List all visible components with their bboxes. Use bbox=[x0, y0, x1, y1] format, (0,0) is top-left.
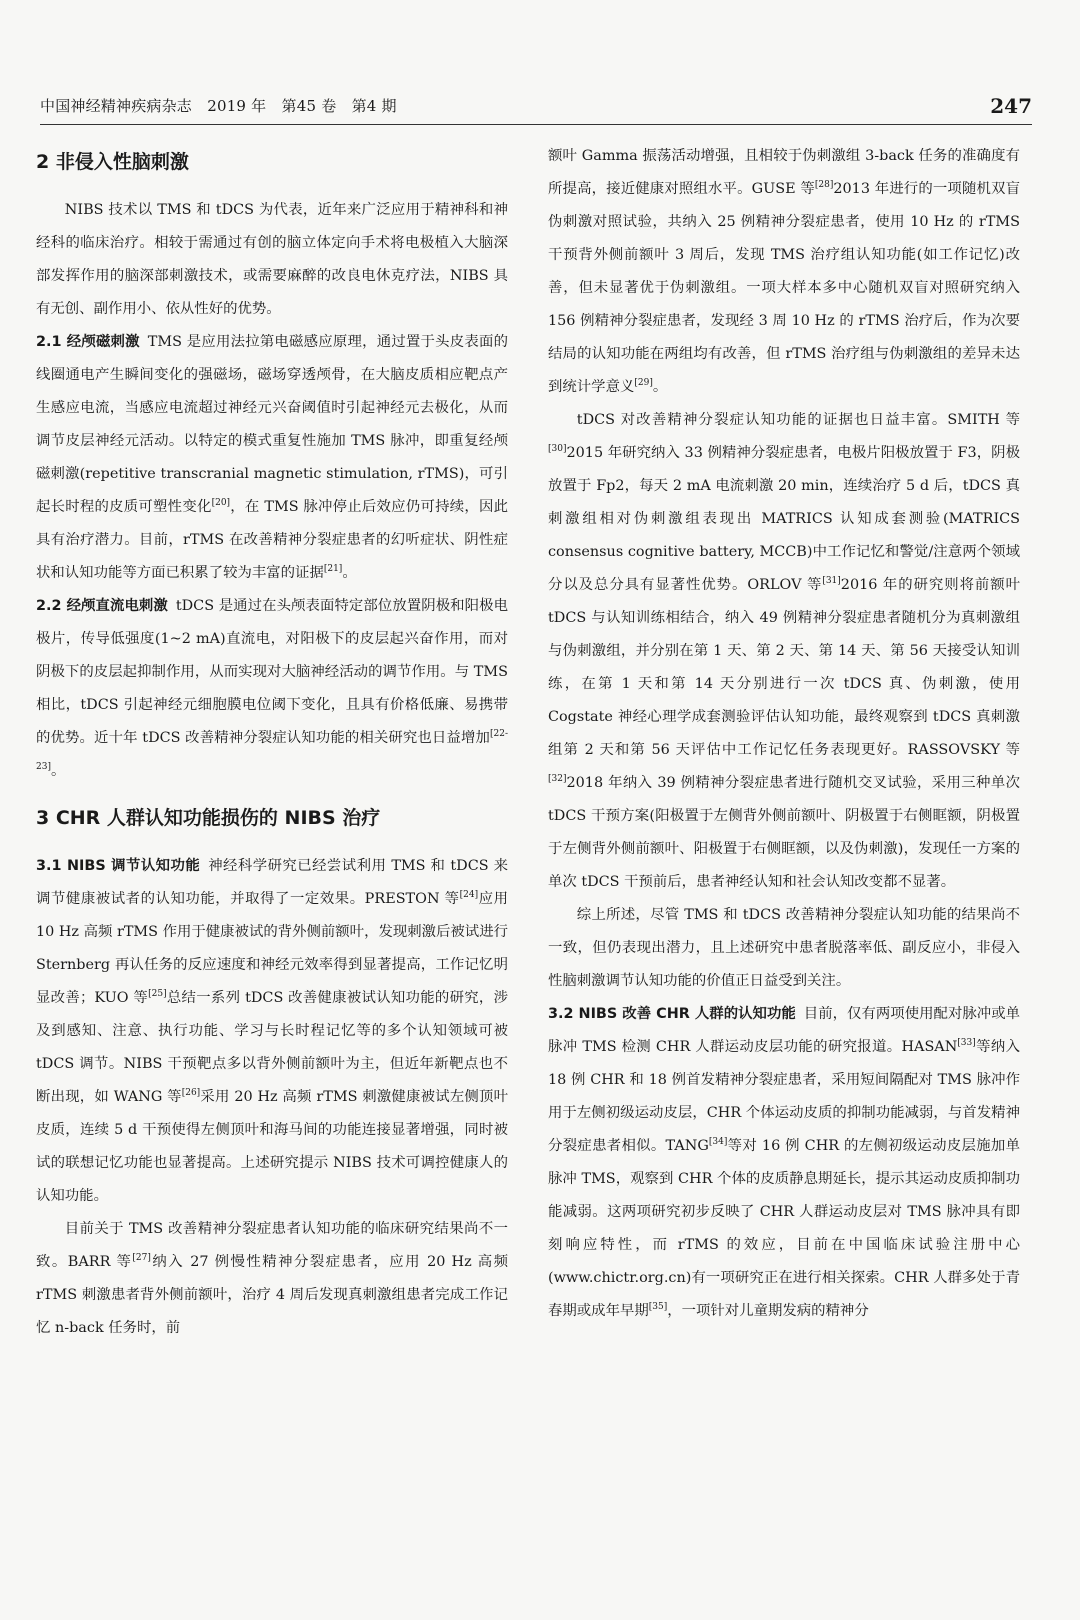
section-3-2-heading: 3.2 NIBS 改善 CHR 人群的认知功能 bbox=[548, 1006, 796, 1022]
text: 等纳入 18 例 CHR 和 18 例首发精神分裂症患者，采用短间隔配对 TMS 脉冲作用于左侧初级运动皮层，CHR 个体运动皮质的抑制功能减弱，与首发精神分裂症患者相似。TANG bbox=[548, 1039, 1020, 1154]
left-column bbox=[36, 140, 508, 1580]
text: 采用 20 Hz 高频 rTMS 刺激健康被试左侧顶叶皮质，连续 5 d 干预使得左侧顶叶和海马间的功能连接显著增强，同时被试的联想记忆功能也显著提高。上述研究提示 NIBS 技术可调控健康人的认知功能。 bbox=[36, 1089, 508, 1204]
text: 神经科学研究已经尝试利用 TMS 和 tDCS 来调节健康被试者的认知功能，并取得了一定效果。PRESTON 等 bbox=[36, 858, 508, 907]
section-2-1-heading: 2.1 经颅磁刺激 bbox=[36, 334, 140, 350]
continued-paragraph bbox=[548, 140, 1020, 404]
section-3-1-paragraph bbox=[36, 850, 508, 1213]
text: 2015 年研究纳入 33 例精神分裂症患者，电极片阳极放置于 F3，阴极放置于 Fp2，每天 2 mA 电流刺激 20 min，连续治疗 5 d 后，tDCS 真刺激组相对伪刺激组表现出 MATRICS 认知成套测验(MATRICS consensus cognitive battery, MCCB)中工作记忆和警觉/注意两个领域分以及总分具有显著性优势。ORLOV 等 bbox=[548, 445, 1020, 593]
citation: [33] bbox=[957, 1038, 976, 1049]
right-column bbox=[548, 140, 1020, 1580]
citation: [30] bbox=[548, 444, 567, 455]
text: 2016 年的研究则将前额叶 tDCS 与认知训练相结合，纳入 49 例精神分裂症患者随机分为真刺激组与伪刺激组，并分别在第 1 天、第 2 天、第 14 天、第 56 天接受认知训练，在第 1 天和第 14 天分别进行一次 tDCS 真、伪刺激，使用 Cogstate 神经心理学成套测验评估认知功能，最终观察到 tDCS 真刺激组第 2 天和第 56 天评估中工作记忆任务表现更好。RASSOVSKY 等 bbox=[548, 577, 1020, 758]
text: 。 bbox=[50, 763, 66, 779]
citation: [32] bbox=[548, 774, 567, 785]
text: 总结一系列 tDCS 改善健康被试认知功能的研究，涉及到感知、注意、执行功能、学习与长时程记忆等的多个认知领域可被 tDCS 调节。NIBS 干预靶点多以背外侧前额叶为主，但近年新靶点也不断出现，如 WANG 等 bbox=[36, 990, 508, 1105]
section-3-heading: 3 CHR 人群认知功能损伤的 NIBS 治疗 bbox=[36, 807, 381, 829]
text: ，在 TMS 脉冲停止后效应仍可持续，因此具有治疗潜力。目前，rTMS 在改善精神分裂症患者的幻听症状、阴性症状和认知功能等方面已积累了较为丰富的证据 bbox=[36, 499, 508, 581]
text: 目前，仅有两项使用配对脉冲或单脉冲 TMS 检测 CHR 人群运动皮层功能的研究报道。HASAN bbox=[548, 1006, 1020, 1055]
section-2-2-paragraph bbox=[36, 590, 508, 788]
text: TMS 是应用法拉第电磁感应原理，通过置于头皮表面的线圈通电产生瞬间变化的强磁场，磁场穿透颅骨，在大脑皮质相应靶点产生感应电流，当感应电流超过神经元兴奋阈值时引起神经元去极化，从而调节皮层神经元活动。以特定的模式重复性施加 TMS 脉冲，即重复经颅磁刺激(repetitive transcranial magnetic stimulation, rTMS)，可引起长时程的皮质可塑性变化 bbox=[36, 334, 508, 515]
citation: [26] bbox=[181, 1088, 201, 1099]
text: 应用 10 Hz 高频 rTMS 作用于健康被试的背外侧前额叶，发现刺激后被试进行 Sternberg 再认任务的反应速度和神经元效率得到显著提高，工作记忆明显改善；KUO 等 bbox=[36, 891, 508, 1006]
text: 等对 16 例 CHR 的左侧初级运动皮层施加单脉冲 TMS，观察到 CHR 个体的皮质静息期延长，提示其运动皮质抑制功能减弱。这两项研究初步反映了 CHR 人群运动皮层对 TMS 脉冲具有即刻响应特性，而 rTMS 的效应，目前在中国临床试验注册中心(www.chictr.org.cn)有一项研究正在进行相关探索。CHR 人群多处于青春期或成年早期 bbox=[548, 1138, 1020, 1319]
citation: [28] bbox=[814, 180, 834, 191]
running-header bbox=[40, 84, 1032, 125]
citation: [24] bbox=[459, 890, 479, 901]
text: 2018 年纳入 39 例精神分裂症患者进行随机交叉试验，采用三种单次 tDCS 干预方案(阳极置于左侧背外侧前额叶、阴极置于右侧眶额，阴极置于左侧背外侧前额叶、阳极置于右侧眶额，以及伪刺激)，发现任一方案的单次 tDCS 干预前后，患者神经认知和社会认知改变都不显著。 bbox=[548, 775, 1020, 890]
citation: [31] bbox=[822, 576, 841, 587]
text: 。 bbox=[652, 379, 668, 395]
section-2-heading: 2 非侵入性脑刺激 bbox=[36, 151, 189, 173]
citation: [21] bbox=[323, 564, 343, 575]
citation: [25] bbox=[148, 989, 167, 1000]
citation: [34] bbox=[708, 1137, 728, 1148]
citation: [29] bbox=[634, 378, 653, 389]
citation: [27] bbox=[132, 1253, 151, 1264]
intro-paragraph: NIBS 技术以 TMS 和 tDCS 为代表，近年来广泛应用于精神科和神经科的临床治疗。相较于需通过有创的脑立体定向手术将电极植入大脑深部发挥作用的脑深部刺激技术，或需要麻醉的改良电休克疗法，NIBS 具有无创、副作用小、依从性好的优势。 bbox=[36, 202, 508, 317]
text: 额叶 Gamma 振荡活动增强，且相较于伪刺激组 3-back 任务的准确度有所提高，接近健康对照组水平。GUSE 等 bbox=[548, 148, 1020, 197]
text: 纳入 27 例慢性精神分裂症患者，应用 20 Hz 高频 rTMS 刺激患者背外侧前额叶，治疗 4 周后发现真刺激组患者完成工作记忆 n-back 任务时，前 bbox=[36, 1254, 508, 1336]
tdcs-evidence-paragraph bbox=[548, 404, 1020, 899]
journal-citation: 中国神经精神疾病杂志 2019 年 第45 卷 第4 期 bbox=[40, 97, 397, 115]
text: ，一项针对儿童期发病的精神分 bbox=[667, 1303, 869, 1319]
section-2-2-heading: 2.2 经颅直流电刺激 bbox=[36, 598, 168, 614]
page-number: 247 bbox=[990, 94, 1032, 118]
citation: [22-23] bbox=[36, 729, 508, 773]
section-3-2-paragraph bbox=[548, 998, 1020, 1328]
section-3-1-heading: 3.1 NIBS 调节认知功能 bbox=[36, 858, 201, 874]
text: tDCS 对改善精神分裂症认知功能的证据也日益丰富。SMITH 等 bbox=[576, 412, 1020, 428]
citation: [35] bbox=[648, 1302, 668, 1313]
citation: [20] bbox=[211, 498, 231, 509]
text: 。 bbox=[342, 565, 357, 581]
text: tDCS 是通过在头颅表面特定部位放置阴极和阳极电极片，传导低强度(1~2 mA)直流电，对阳极下的皮层起兴奋作用，而对阴极下的皮层起抑制作用，从而实现对大脑神经活动的调节作用。与 TMS 相比，tDCS 引起神经元细胞膜电位阈下变化，且具有价格低廉、易携带的优势。近十年 tDCS 改善精神分裂症认知功能的相关研究也日益增加 bbox=[36, 598, 508, 746]
text: 2013 年进行的一项随机双盲伪刺激对照试验，共纳入 25 例精神分裂症患者，使用 10 Hz 的 rTMS 干预背外侧前额叶 3 周后，发现 TMS 治疗组认知功能(如工作记忆)改善，但未显著优于伪刺激组。一项大样本多中心随机双盲对照研究纳入 156 例精神分裂症患者，发现经 3 周 10 Hz 的 rTMS 治疗后，作为次要结局的认知功能在两组均有改善，但 rTMS 治疗组与伪刺激组的差异未达到统计学意义 bbox=[548, 181, 1020, 395]
section-2-1-paragraph bbox=[36, 326, 508, 590]
summary-paragraph: 综上所述，尽管 TMS 和 tDCS 改善精神分裂症认知功能的结果尚不一致，但仍表现出潜力，且上述研究中患者脱落率低、副反应小，非侵入性脑刺激调节认知功能的价值正日益受到关注。 bbox=[548, 907, 1020, 989]
barr-paragraph bbox=[36, 1213, 508, 1345]
text: 目前关于 TMS 改善精神分裂症患者认知功能的临床研究结果尚不一致。BARR 等 bbox=[36, 1221, 508, 1270]
